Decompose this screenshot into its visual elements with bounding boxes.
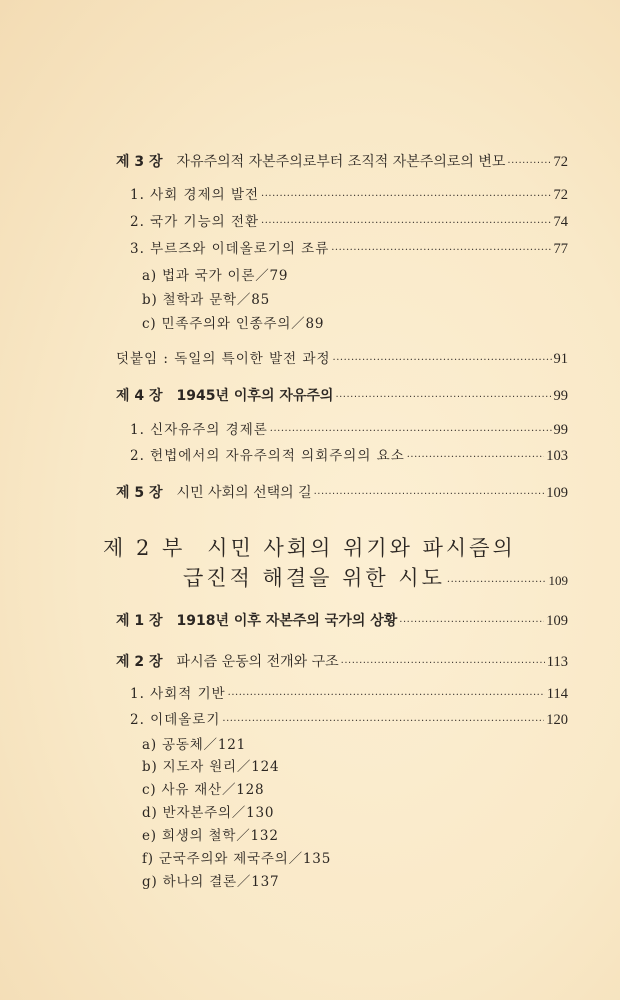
section-title: 1. 사회적 기반 (130, 686, 226, 702)
toc-subentry[interactable]: a) 공동체／121 (142, 737, 246, 753)
page-number: 109 (546, 485, 568, 501)
toc-subentry[interactable]: f) 군국주의와 제국주의／135 (142, 851, 332, 867)
chapter-title: 1945년 이후의 자유주의 (176, 388, 334, 404)
toc-subentry[interactable]: d) 반자본주의／130 (142, 805, 275, 821)
toc-entry-section[interactable] (130, 418, 568, 439)
chapter-title: 파시즘 운동의 전개와 구조 (176, 654, 339, 670)
toc-entry-part2-chapter-1[interactable] (116, 610, 568, 630)
page-number: 99 (553, 422, 568, 438)
dot-leader (314, 485, 545, 501)
dot-leader (261, 187, 551, 203)
dot-leader (407, 448, 545, 464)
page-number: 77 (553, 241, 568, 257)
page-number: 120 (546, 712, 568, 728)
chapter-number: 제 1 장 (116, 613, 163, 629)
toc-part-2-line-2[interactable] (183, 562, 568, 592)
toc-entry-section[interactable] (130, 183, 568, 204)
toc-subentry[interactable]: e) 희생의 철학／132 (142, 828, 279, 844)
chapter-title: 시민 사회의 선택의 길 (176, 485, 312, 501)
dot-leader (341, 654, 545, 670)
toc-entry-chapter-4[interactable] (116, 385, 568, 405)
page-number: 99 (553, 388, 568, 404)
dot-leader (331, 241, 551, 257)
section-title: 2. 헌법에서의 자유주의적 의회주의의 요소 (130, 448, 405, 464)
section-title: 2. 국가 기능의 전환 (130, 214, 260, 230)
section-title: 2. 이데올로기 (130, 712, 221, 728)
dot-leader (335, 388, 551, 404)
toc-subentry[interactable]: c) 사유 재산／128 (142, 782, 265, 798)
page-number: 72 (553, 154, 568, 170)
toc-entry-appendix[interactable] (116, 347, 568, 368)
chapter-number: 제 4 장 (116, 388, 163, 404)
page-number: 91 (553, 351, 568, 367)
toc-part-2-heading[interactable] (103, 532, 516, 562)
page-number: 109 (546, 613, 568, 629)
page-number: 103 (546, 448, 568, 464)
chapter-number: 제 5 장 (116, 485, 163, 501)
toc-entry-section[interactable] (130, 444, 568, 465)
page-number: 109 (548, 573, 568, 588)
toc-entry-section[interactable] (130, 708, 568, 729)
section-title: 3. 부르즈와 이데올로기의 조류 (130, 241, 330, 257)
dot-leader (333, 351, 552, 367)
page-number: 74 (553, 214, 568, 230)
toc-subentry[interactable]: a) 법과 국가 이론／79 (142, 268, 289, 284)
dot-leader (507, 154, 551, 170)
toc-subentry[interactable]: b) 지도자 원리／124 (142, 759, 280, 775)
chapter-title: 자유주의적 자본주의로부터 조직적 자본주의로의 변모 (176, 154, 506, 170)
part-title-line-1: 시민 사회의 위기와 파시즘의 (207, 536, 516, 560)
chapter-number: 제 2 장 (116, 654, 163, 670)
page-number: 114 (546, 686, 568, 702)
appendix-title: 덧붙임 : 독일의 특이한 발전 과정 (116, 351, 331, 367)
toc-entry-chapter-3[interactable] (116, 151, 568, 171)
dot-leader (399, 613, 544, 629)
dot-leader (222, 712, 544, 728)
section-title: 1. 사회 경제의 발전 (130, 187, 260, 203)
dot-leader (447, 573, 547, 589)
dot-leader (270, 422, 552, 438)
toc-subentry[interactable]: c) 민족주의와 인종주의／89 (142, 316, 325, 332)
toc-entry-part2-chapter-2[interactable] (116, 651, 568, 671)
toc-subentry[interactable]: g) 하나의 결론／137 (142, 874, 280, 890)
dot-leader (228, 686, 545, 702)
page-number: 72 (553, 187, 568, 203)
toc-entry-section[interactable] (130, 237, 568, 258)
part-title-line-2: 급진적 해결을 위한 시도 (183, 566, 445, 590)
part-number: 제 2 부 (103, 536, 186, 560)
dot-leader (261, 214, 551, 230)
chapter-number: 제 3 장 (116, 154, 163, 170)
toc-entry-section[interactable] (130, 682, 568, 703)
toc-entry-section[interactable] (130, 210, 568, 231)
page-number: 113 (546, 654, 568, 670)
toc-entry-chapter-5[interactable] (116, 482, 568, 502)
chapter-title: 1918년 이후 자본주의 국가의 상황 (176, 613, 398, 629)
section-title: 1. 신자유주의 경제론 (130, 422, 268, 438)
toc-subentry[interactable]: b) 철학과 문학／85 (142, 292, 270, 308)
